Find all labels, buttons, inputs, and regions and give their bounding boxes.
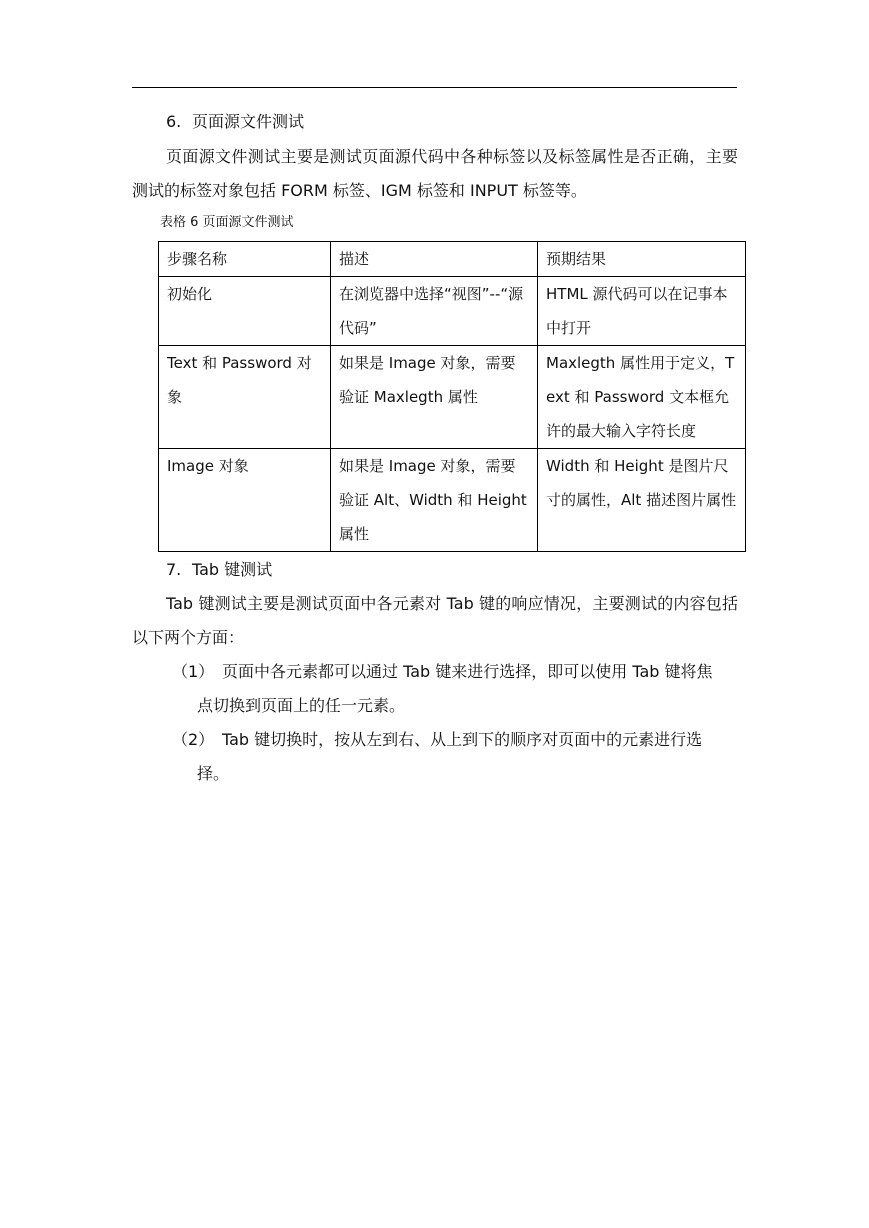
- table-cell: HTML 源代码可以在记事本中打开: [538, 277, 746, 346]
- table-cell: Width 和 Height 是图片尺寸的属性，Alt 描述图片属性: [538, 449, 746, 552]
- table-header-cell: 描述: [331, 242, 538, 277]
- table-row: [159, 346, 746, 449]
- table-cell: Image 对象: [159, 449, 331, 552]
- list-marker: （2）: [172, 730, 215, 749]
- table-caption: 表格 6 页面源文件测试: [160, 215, 294, 230]
- list-item-continuation: 择。: [197, 764, 230, 783]
- table-row: [159, 449, 746, 552]
- table-cell: Text 和 Password 对象: [159, 346, 331, 449]
- list-item-first-line: Tab 键切换时，按从左到右、从上到下的顺序对页面中的元素进行选: [222, 730, 703, 749]
- list-marker: （1）: [172, 662, 215, 681]
- table-header-cell: 步骤名称: [159, 242, 331, 277]
- header-rule: [132, 87, 737, 88]
- section-7-heading: [166, 560, 272, 580]
- section-6-paragraph: 页面源文件测试主要是测试页面源代码中各种标签以及标签属性是否正确，主要测试的标签对象包括 FORM 标签、IGM 标签和 INPUT 标签等。: [132, 147, 738, 200]
- table-cell: 在浏览器中选择“视图”--“源代码”: [331, 277, 538, 346]
- table-header-cell: 预期结果: [538, 242, 746, 277]
- table-cell: 如果是 Image 对象，需要验证 Alt、Width 和 Height 属性: [331, 449, 538, 552]
- list-item-first-line: 页面中各元素都可以通过 Tab 键来进行选择，即可以使用 Tab 键将焦: [222, 662, 713, 681]
- section-7-title: Tab 键测试: [192, 560, 273, 579]
- test-steps-table: [158, 241, 746, 552]
- section-7-number: 7.: [166, 560, 182, 579]
- section-6-title: 页面源文件测试: [192, 112, 305, 131]
- section-6-number: 6.: [166, 112, 182, 131]
- table-cell: 初始化: [159, 277, 331, 346]
- table-header-row: [159, 242, 746, 277]
- section-7-paragraph: Tab 键测试主要是测试页面中各元素对 Tab 键的响应情况，主要测试的内容包括以下两个方面：: [132, 594, 738, 647]
- table-cell: 如果是 Image 对象，需要验证 Maxlegth 属性: [331, 346, 538, 449]
- list-item: [172, 655, 738, 723]
- table-row: [159, 277, 746, 346]
- table-cell: Maxlegth 属性用于定义，Text 和 Password 文本框允许的最大输入字符长度: [538, 346, 746, 449]
- section-6-heading: [166, 112, 304, 132]
- list-item-continuation: 点切换到页面上的任一元素。: [197, 696, 406, 715]
- list-item: [172, 723, 738, 791]
